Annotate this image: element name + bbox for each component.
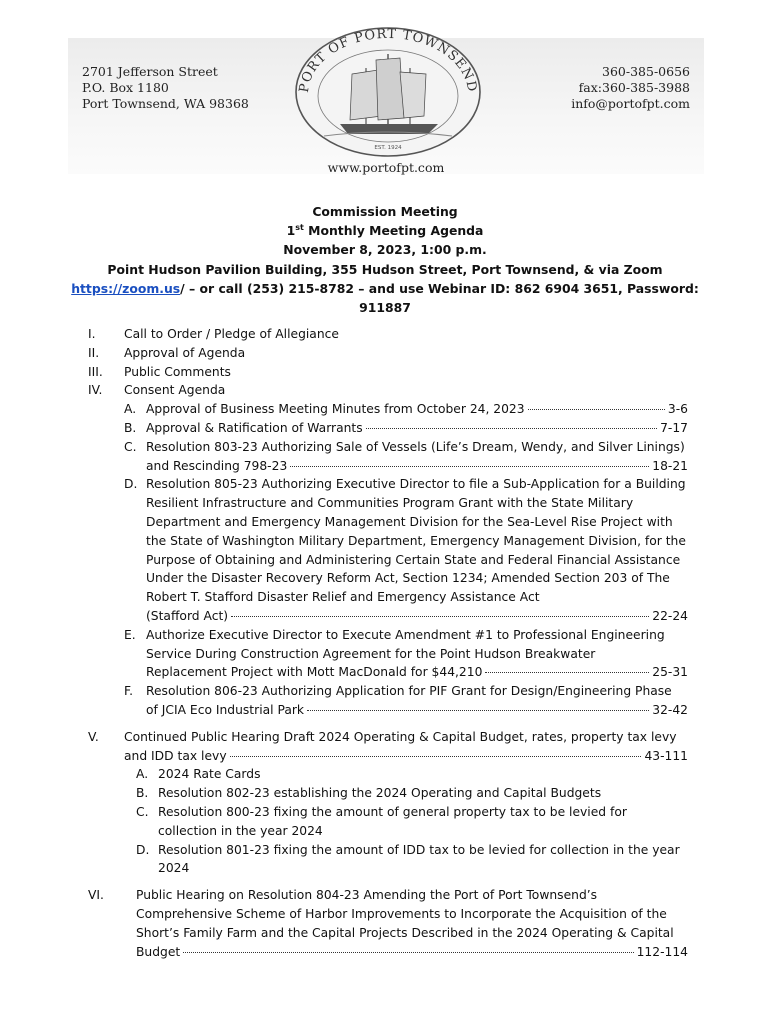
page-range: 7-17 [660, 420, 688, 435]
svg-text:PORT OF PORT TOWNSEND: PORT OF PORT TOWNSEND [296, 26, 480, 94]
sub-text: Resolution 805-23 Authorizing Executive Director to file a Sub-Application for a Building Resilient Infrastructure and Communities Program Grant with the State Military Department and Emergency Management Division for the Sea-Level Rise Project with the State of Washington Military Department, Emergency Management Division, for the Purpose of Obtaining and Administering Certain State and Federal Financial Assistance Under the Disaster Recovery Reform Act, Section 1234; Amended Section 203 of The Robert T. Stafford Disaster Relief and Emergency Assistance Act [146, 477, 686, 605]
sub-letter: C. [136, 804, 149, 819]
agenda-item [88, 381, 688, 400]
page-range: 18-21 [652, 458, 688, 473]
sub-item [136, 841, 688, 879]
email: info@portofpt.com [571, 96, 690, 111]
item-text: Continued Public Hearing Draft 2024 Operating & Capital Budget, rates, property tax levy [124, 729, 677, 744]
sub-letter: F. [124, 684, 134, 699]
agenda-item [88, 886, 688, 961]
letterhead [68, 26, 704, 175]
item-text-cont: Budget [136, 944, 181, 959]
address-block [82, 64, 249, 112]
item-number: II. [88, 345, 100, 360]
sub-letter: A. [124, 402, 137, 417]
sub-letter: B. [124, 420, 137, 435]
sub-text: Resolution 806-23 Authorizing Application for PIF Grant for Design/Engineering Phase [146, 684, 672, 699]
address-line: Port Townsend, WA 98368 [82, 96, 249, 111]
agenda-item [88, 325, 688, 344]
sub-text-cont: Replacement Project with Mott MacDonald for $44,210 [146, 665, 483, 680]
zoom-line [60, 279, 710, 298]
website: www.portofpt.com [327, 160, 445, 175]
meeting-header [60, 202, 710, 317]
item-text: Approval of Agenda [124, 345, 246, 360]
meeting-date: November 8, 2023, 1:00 p.m. [283, 242, 487, 258]
item-number: III. [88, 364, 103, 379]
page-range: 3-6 [667, 402, 688, 417]
page-range: 22-24 [652, 608, 688, 623]
sub-text: 2024 Rate Cards [158, 767, 261, 782]
sub-letter: A. [136, 767, 149, 782]
item-number: V. [88, 729, 99, 744]
sub-text: Resolution 800-23 fixing the amount of general property tax to be levied for collection in the year 2024 [158, 804, 627, 838]
item-number: I. [88, 327, 96, 341]
page-range: 25-31 [652, 665, 688, 680]
address-line: 2701 Jefferson Street [82, 64, 218, 79]
contact-block [571, 64, 690, 112]
meeting-location: Point Hudson Pavilion Building, 355 Hudson Street, Port Townsend, & via Zoom [107, 261, 663, 277]
item-number: IV. [88, 383, 103, 398]
sub-item [124, 682, 688, 720]
item-text-cont: and IDD tax levy [124, 748, 227, 763]
sub-item [124, 400, 688, 419]
sub-item [124, 626, 688, 682]
page-range: 112-114 [636, 944, 688, 959]
agenda-title-text: Monthly Meeting Agenda [303, 223, 484, 239]
sub-item [136, 803, 688, 841]
zoom-link[interactable]: https://zoom.us [71, 280, 181, 296]
agenda-title [60, 221, 710, 240]
item-text: Public Hearing on Resolution 804-23 Amending the Port of Port Townsend’s Comprehensive Scheme of Harbor Improvements to Incorporate the Acquisition of the Short’s Family Farm and the Capital Projects Described in the 2024 Operating & Capital [136, 888, 674, 940]
port-seal-logo [290, 24, 486, 160]
sub-text: Approval of Business Meeting Minutes from October 24, 2023 [146, 402, 525, 417]
agenda-list [88, 325, 688, 961]
sub-item [124, 438, 688, 476]
dial-in-info: / – or call (253) 215-8782 – and use Webinar ID: 862 6904 3651, Password: [180, 280, 699, 296]
item-text: Call to Order / Pledge of Allegiance [124, 327, 339, 341]
sub-text: Resolution 801-23 fixing the amount of IDD tax to be levied for collection in the year 2024 [158, 842, 680, 876]
svg-text:EST. 1924: EST. 1924 [374, 145, 402, 151]
fax: fax:360-385-3988 [578, 80, 690, 95]
sub-text: Resolution 802-23 establishing the 2024 Operating and Capital Budgets [158, 786, 602, 801]
item-text: Consent Agenda [124, 383, 226, 398]
agenda-item [88, 363, 688, 382]
sub-text-cont: and Rescinding 798-23 [146, 458, 288, 473]
sub-text-cont: of JCIA Eco Industrial Park [146, 702, 305, 717]
sub-text-cont: (Stafford Act) [146, 608, 229, 623]
sub-text: Resolution 803-23 Authorizing Sale of Vessels (Life’s Dream, Wendy, and Silver Linings) [146, 439, 685, 454]
meeting-title: Commission Meeting [312, 204, 458, 219]
agenda-item [88, 728, 688, 766]
ordinal: 1 [286, 223, 296, 239]
item-number: VI. [88, 888, 104, 903]
phone: 360-385-0656 [602, 64, 690, 79]
password: 911887 [359, 300, 411, 316]
address-line: P.O. Box 1180 [82, 80, 169, 95]
agenda-item [88, 344, 688, 363]
sub-letter: E. [124, 627, 136, 642]
sub-item [136, 784, 688, 803]
sub-text: Authorize Executive Director to Execute Amendment #1 to Professional Engineering Service During Construction Agreement for the Point Hudson Breakwater [146, 627, 665, 661]
sub-text: Approval & Ratification of Warrants [146, 420, 363, 435]
sub-item [124, 475, 688, 625]
sub-letter: C. [124, 439, 137, 454]
sub-letter: D. [136, 842, 150, 857]
page-range: 32-42 [652, 702, 688, 717]
sub-item [124, 419, 688, 438]
sub-letter: D. [124, 477, 138, 492]
item-text: Public Comments [124, 364, 231, 379]
page-range: 43-111 [644, 748, 688, 763]
sub-letter: B. [136, 786, 149, 801]
sub-item [136, 765, 688, 784]
ordinal-suffix: st [295, 223, 304, 233]
